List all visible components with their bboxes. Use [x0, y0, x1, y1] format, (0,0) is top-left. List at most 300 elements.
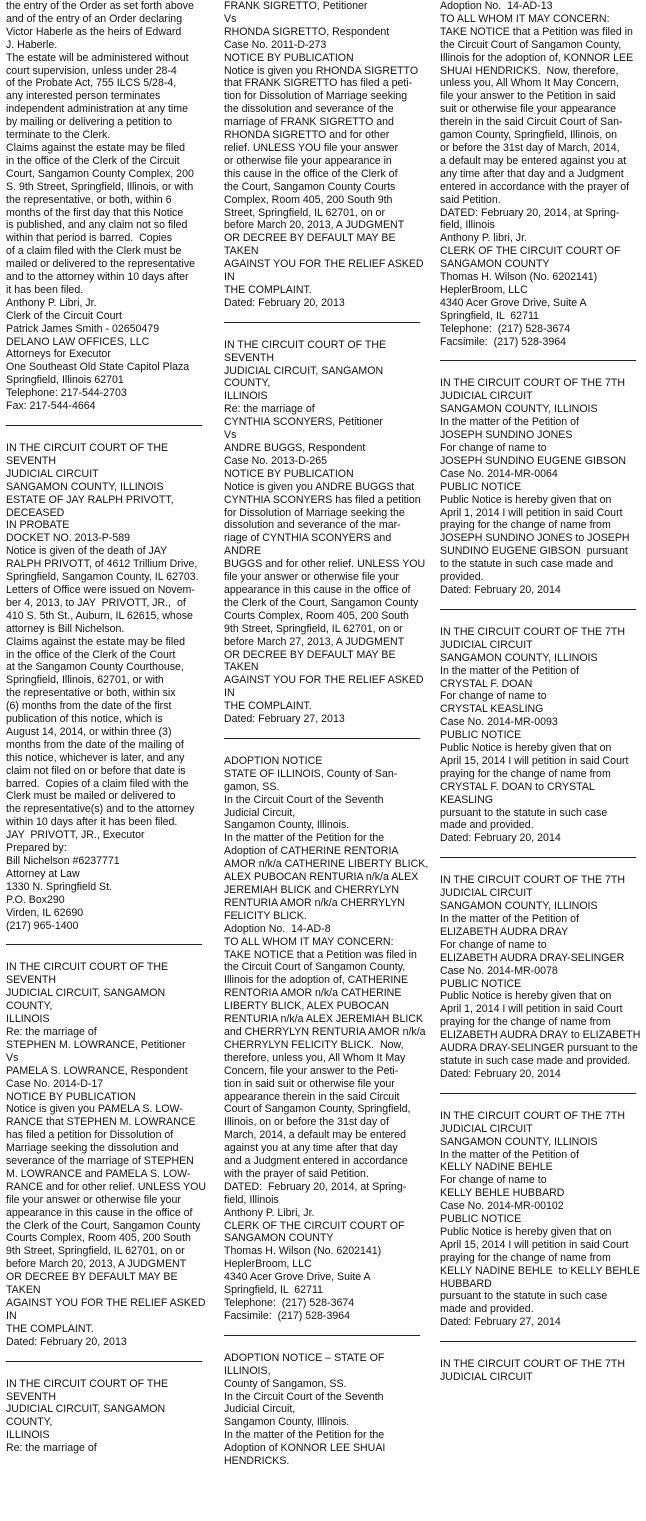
- notice-line: Complex, Room 405, 200 South 9th: [224, 193, 393, 206]
- notice-line: within that period is barred. Copies: [6, 232, 173, 245]
- notice-line: gamon County, Springfield, Illinois, on: [440, 129, 618, 142]
- notice-line: THE COMPLAINT.: [6, 1322, 94, 1335]
- notice-line: THE COMPLAINT.: [224, 700, 312, 713]
- notice-line: For change of name to: [440, 938, 547, 951]
- notice-line: IN THE CIRCUIT COURT OF THE 7TH: [440, 874, 626, 887]
- notice-line: Notice is given of the death of JAY: [6, 545, 168, 558]
- notice-line: RALPH PRIVOTT, of 4612 Trillium Drive,: [6, 558, 198, 571]
- notice-line: Judicial Circuit,: [224, 1403, 296, 1416]
- notice-line: IN THE CIRCUIT COURT OF THE SEVENTH: [6, 961, 172, 987]
- notice-line: Patrick James Smith - 02650479: [6, 322, 160, 335]
- notice-line: said Petition.: [440, 193, 501, 206]
- notice-line: PUBLIC NOTICE: [440, 1213, 522, 1226]
- notice-line: OR DECREE BY DEFAULT MAY BE TAKEN: [6, 1271, 181, 1297]
- notice-line: dissolution and severance of the mar-: [224, 519, 401, 532]
- notice-line: DATED: February 20, 2014, at Spring-: [440, 206, 620, 219]
- notice-line: suit or otherwise file your appearance: [440, 103, 617, 116]
- notice-line: RHONDA SIGRETTO, Respondent: [224, 25, 390, 38]
- notice-line: IN THE CIRCUIT COURT OF THE 7TH: [440, 625, 626, 638]
- notice-line: file your answer to the Petition in said: [440, 90, 616, 103]
- notice-line: unless you, All Whom It May Concern,: [440, 77, 619, 90]
- notice-line: DATED: February 20, 2014, at Spring-: [224, 1180, 407, 1193]
- notice-line: P.O. Box290: [6, 893, 65, 906]
- notice-line: April 1, 2014 I will petition in said Court: [440, 506, 623, 519]
- notice-line: For change of name to: [440, 442, 547, 454]
- notice-line: Case No. 2014-MR-0093: [440, 716, 558, 729]
- notice-line: Street, Springfield, IL 62701, on or: [224, 206, 385, 219]
- notice-line: is published, and any claim not so filed: [6, 219, 188, 232]
- notice-line: before March 20, 2013, A JUDGMENT: [224, 219, 405, 232]
- notice-line: Public Notice is hereby given that on: [440, 1225, 612, 1238]
- notice-line: this notice, whichever is later, and any: [6, 751, 185, 764]
- notice-line: made and provided.: [440, 819, 534, 832]
- notice-line: KELLY BEHLE HUBBARD: [440, 1187, 565, 1200]
- notice-line: In the Circuit Court of the Seventh: [224, 793, 384, 806]
- notice-line: ELIZABETH AUDRA DRAY: [440, 925, 569, 938]
- notice-line: (6) months from the date of the first: [6, 700, 172, 713]
- notice-line: KELLY NADINE BEHLE to KELLY BEHLE: [440, 1264, 641, 1277]
- notice-line: therefore, unless you, All Whom It May: [224, 1051, 406, 1064]
- notice-line: against you at any time after that day: [224, 1142, 398, 1155]
- notice-line: any time after that day and a Judgment: [440, 167, 624, 180]
- notice-line: JAY PRIVOTT, JR., Executor: [6, 829, 145, 842]
- notice-line: Case No. 2014-D-17: [6, 1077, 104, 1090]
- notice-line: ILLINOIS: [6, 1429, 50, 1442]
- notice-line: appearance in this cause in the office of: [6, 1206, 193, 1219]
- notice-line: In the matter of the Petition of: [440, 416, 579, 429]
- notice-line: tion in said suit or otherwise file your: [224, 1077, 395, 1090]
- notice-line: JOSEPH SUNDINO JONES to JOSEPH: [440, 532, 630, 545]
- notice-line: In the matter of the Petition of: [440, 1148, 579, 1161]
- notice-line: DOCKET NO. 2013-P-589: [6, 532, 131, 545]
- notice-line: Adoption of KONNOR LEE SHUAI: [224, 1442, 386, 1455]
- notice-line: Dated: February 27, 2014: [440, 1316, 561, 1329]
- notice-line: For change of name to: [440, 690, 547, 703]
- notice-line: 4340 Acer Grove Drive, Suite A: [224, 1271, 371, 1284]
- notice-line: One Southeast Old State Capitol Plaza: [6, 361, 190, 374]
- notice-line: TO ALL WHOM IT MAY CONCERN:: [440, 12, 610, 25]
- notice-line: IN THE CIRCUIT COURT OF THE SEVENTH: [6, 1377, 172, 1403]
- notice-line: AGAINST YOU FOR THE RELIEF ASKED IN: [224, 674, 427, 700]
- notice-line: Dated: February 27, 2013: [224, 713, 345, 726]
- notice-line: ber 4, 2013, to JAY PRIVOTT, JR., of: [6, 596, 186, 609]
- notice-divider: [224, 738, 420, 739]
- notice-line: the Circuit Court of Sangamon County,: [224, 961, 406, 974]
- notice-line: it has been filed.: [6, 283, 84, 296]
- notice-line: praying for the change of name from: [440, 767, 611, 780]
- notice-line: praying for the change of name from: [440, 519, 611, 532]
- notice-line: Anthony P. libri, Jr.: [440, 232, 527, 245]
- notice-line: IN THE CIRCUIT COURT OF THE 7TH: [440, 1358, 626, 1371]
- notice-line: HeplerBroom, LLC: [440, 283, 528, 296]
- notice-line: attorney is Bill Nichelson.: [6, 622, 125, 635]
- notice-line: relief. UNLESS YOU file your answer: [224, 141, 399, 154]
- notice-line: ILLINOIS: [6, 1013, 50, 1026]
- column-3: [430, 0, 646, 1521]
- notice-line: TAKE NOTICE that a Petition was filed in: [224, 948, 417, 961]
- notice-divider: [440, 1341, 636, 1342]
- notice-line: DECEASED: [6, 506, 65, 519]
- notice-line: S. 9th Street, Springfield, Illinois, or with: [6, 180, 194, 193]
- notice-line: BUGGS and for other relief. UNLESS YOU: [224, 558, 426, 571]
- legal-notice: [224, 1352, 430, 1468]
- notice-line: ADOPTION NOTICE – STATE OF ILLINOIS,: [224, 1351, 388, 1377]
- legal-notice: [440, 1110, 646, 1329]
- notice-line: provided.: [440, 571, 484, 584]
- notice-line: JUDICIAL CIRCUIT: [440, 887, 533, 900]
- notice-line: Public Notice is hereby given that on: [440, 742, 612, 755]
- notice-line: JUDICIAL CIRCUIT: [6, 467, 99, 480]
- notice-line: ELIZABETH AUDRA DRAY to ELIZABETH: [440, 1029, 641, 1042]
- notice-line: Dated: February 20, 2013: [224, 296, 345, 309]
- notice-line: or before the 31st day of March, 2014,: [440, 141, 620, 154]
- notice-line: the Circuit Court of Sangamon County,: [440, 38, 622, 51]
- notice-line: JOSEPH SUNDINO EUGENE GIBSON: [440, 454, 627, 467]
- notice-line: Re: the marriage of: [224, 403, 315, 416]
- notice-line: Adoption of CATHERINE RENTORIA: [224, 845, 399, 858]
- notice-line: Case No. 2014-MR-00102: [440, 1200, 564, 1213]
- notice-line: a default may be entered against you at: [440, 154, 627, 167]
- notice-line: of the Probate Act, 755 ILCS 5/28-4,: [6, 77, 177, 90]
- notice-line: ELIZABETH AUDRA DRAY-SELINGER: [440, 951, 625, 964]
- notice-line: Illinois for the adoption of, CATHERINE: [224, 974, 409, 987]
- notice-line: Telephone: (217) 528-3674: [224, 1297, 355, 1309]
- notice-line: Dated: February 20, 2013: [6, 1335, 127, 1348]
- legal-notice: [440, 626, 646, 845]
- notice-line: SANGAMON COUNTY, ILLINOIS: [440, 651, 598, 664]
- notice-line: STEPHEN M. LOWRANCE, Petitioner: [6, 1038, 186, 1051]
- notice-line: claim not filed on or before that date is: [6, 764, 186, 777]
- legal-notice: [440, 1358, 646, 1384]
- notice-line: Re: the marriage of: [6, 1025, 97, 1038]
- notice-line: April 15, 2014 I will petition in said Court: [440, 754, 629, 767]
- notice-line: TAKE NOTICE that a Petition was filed in: [440, 25, 633, 38]
- notice-line: Adoption No. 14-AD-8: [224, 922, 331, 935]
- notice-line: terminate to the Clerk.: [6, 129, 111, 142]
- notice-line: the representative, or both, within 6: [6, 193, 172, 206]
- notice-line: (217) 965-1400: [6, 919, 79, 932]
- notice-line: to the statute in such case made and: [440, 558, 614, 571]
- notice-line: Thomas H. Wilson (No. 6202141): [440, 271, 598, 284]
- notice-line: independent administration at any time: [6, 103, 188, 116]
- notice-line: NOTICE BY PUBLICATION: [6, 1090, 136, 1103]
- notice-line: SHUAI HENDRICKS. Now, therefore,: [440, 64, 619, 77]
- notice-line: SANGAMON COUNTY, ILLINOIS: [440, 403, 598, 416]
- notice-line: RENTORIA AMOR n/k/a CATHERINE: [224, 987, 402, 1000]
- notice-line: within 10 days after it has been filed.: [6, 816, 178, 829]
- notice-line: JUDICIAL CIRCUIT, SANGAMON COUNTY,: [6, 1403, 169, 1429]
- notice-line: AGAINST YOU FOR THE RELIEF ASKED IN: [6, 1297, 209, 1322]
- notice-line: OR DECREE BY DEFAULT MAY BE TAKEN: [224, 648, 399, 674]
- notice-line: Vs: [6, 1051, 19, 1064]
- notice-line: Sangamon County, Illinois.: [224, 1416, 350, 1429]
- notice-line: JUDICIAL CIRCUIT: [440, 638, 533, 651]
- notice-line: Case No. 2013-D-265: [224, 454, 328, 467]
- notice-line: Illinois for the adoption of, KONNOR LEE: [440, 51, 634, 64]
- notice-line: Anthony P. Libri, Jr.: [6, 296, 97, 309]
- notice-line: with the prayer of said Petition.: [224, 1167, 369, 1180]
- notice-line: ESTATE OF JAY RALPH PRIVOTT,: [6, 493, 174, 506]
- notice-line: 9th Street, Springfield, IL 62701, on or: [224, 622, 403, 635]
- notice-line: Springfield, Illinois 62701: [6, 374, 124, 387]
- notice-line: gamon, SS.: [224, 780, 280, 793]
- notice-line: LIBERTY BLICK, ALEX PUBOCAN: [224, 1000, 390, 1013]
- notice-line: by mailing or delivering a petition to: [6, 116, 173, 129]
- notice-line: or otherwise file your appearance in: [224, 154, 392, 167]
- notice-line: Prepared by:: [6, 842, 67, 855]
- notice-line: In the matter of the Petition of: [440, 664, 579, 677]
- notice-divider: [6, 1361, 202, 1362]
- notice-line: Fax: 217-544-4664: [6, 400, 96, 413]
- notice-line: entered in accordance with the prayer of: [440, 180, 630, 193]
- notice-line: SANGAMON COUNTY: [224, 1232, 334, 1245]
- notice-line: JUDICIAL CIRCUIT: [440, 390, 533, 403]
- notice-line: in the office of the Clerk of the Court: [6, 648, 176, 661]
- notice-line: CYNTHIA SCONYERS, Petitioner: [224, 416, 383, 429]
- notice-line: of a claim filed with the Clerk must be: [6, 245, 182, 258]
- notice-line: Virden, IL 62690: [6, 906, 84, 919]
- notice-line: marriage of FRANK SIGRETTO and: [224, 116, 394, 129]
- notice-line: Judicial Circuit,: [224, 806, 296, 819]
- notice-line: the representative or both, within six: [6, 687, 176, 700]
- notice-line: ALEX PUBOCAN RENTURIA n/k/a ALEX: [224, 871, 419, 884]
- legal-notice: [224, 0, 430, 310]
- notice-divider: [224, 322, 420, 323]
- notice-line: JUDICIAL CIRCUIT, SANGAMON COUNTY,: [6, 987, 169, 1013]
- notice-line: Attorneys for Executor: [6, 348, 111, 361]
- notice-line: AGAINST YOU FOR THE RELIEF ASKED IN: [224, 258, 427, 284]
- notice-line: Notice is given you RHONDA SIGRETTO: [224, 64, 419, 77]
- notice-line: Notice is given you ANDRE BUGGS that: [224, 480, 415, 493]
- notice-line: Anthony P. Libri, Jr.: [224, 1206, 315, 1219]
- notice-line: the Court, Sangamon County Courts: [224, 180, 396, 193]
- notice-line: praying for the change of name from: [440, 1016, 611, 1029]
- notice-line: Springfield, IL 62711: [440, 309, 539, 322]
- notice-line: months of the first day that this Notice: [6, 206, 184, 219]
- notice-divider: [440, 360, 636, 361]
- notice-line: Public Notice is hereby given that on: [440, 493, 612, 506]
- notice-line: at the Sangamon County Courthouse,: [6, 661, 184, 674]
- notice-line: in the office of the Clerk of the Circuit: [6, 154, 180, 167]
- notice-line: JEREMIAH BLICK and CHERRYLYN: [224, 884, 400, 896]
- notice-line: made and provided.: [440, 1303, 534, 1316]
- notice-line: JUDICIAL CIRCUIT: [440, 1371, 533, 1384]
- notice-divider: [6, 425, 202, 426]
- notice-line: SANGAMON COUNTY: [440, 258, 550, 271]
- notice-line: SANGAMON COUNTY, ILLINOIS: [440, 900, 598, 913]
- notice-line: Victor Haberle as the heirs of Edward: [6, 25, 182, 38]
- notice-line: Springfield, Illinois, 62701, or with: [6, 674, 164, 687]
- notice-line: Re: the marriage of: [6, 1442, 97, 1455]
- notice-line: Clerk of the Circuit Court: [6, 309, 122, 322]
- notice-line: Concern, file your answer to the Peti-: [224, 1064, 399, 1077]
- notice-line: SANGAMON COUNTY, ILLINOIS: [440, 1135, 598, 1148]
- notice-line: riage of CYNTHIA SCONYERS and ANDRE: [224, 532, 394, 558]
- notice-line: Telephone: 217-544-2703: [6, 387, 127, 400]
- notice-line: Bill Nichelson #6237771: [6, 855, 120, 867]
- legal-notice: [440, 874, 646, 1081]
- notice-line: Marriage seeking the dissolution and: [6, 1142, 179, 1155]
- notice-line: Dated: February 20, 2014: [440, 832, 561, 845]
- legal-notice: [6, 442, 214, 932]
- notice-line: the Clerk of the Court, Sangamon County: [224, 596, 419, 609]
- notice-line: Courts Complex, Room 405, 200 South: [6, 1232, 191, 1245]
- notice-line: field, Illinois: [224, 1193, 279, 1206]
- notice-line: Courts Complex, Room 405, 200 South: [224, 609, 409, 622]
- notice-line: CLERK OF THE CIRCUIT COURT OF: [440, 245, 621, 258]
- notice-line: IN THE CIRCUIT COURT OF THE 7TH: [440, 1109, 626, 1122]
- notice-line: IN THE CIRCUIT COURT OF THE SEVENTH: [6, 442, 172, 467]
- notice-line: the Clerk of the Court, Sangamon County: [6, 1219, 201, 1232]
- notice-line: STATE OF ILLINOIS, County of San-: [224, 767, 398, 780]
- notice-line: severance of the marriage of STEPHEN: [6, 1155, 194, 1168]
- notice-line: HUBBARD: [440, 1277, 492, 1290]
- notice-line: Case No. 2014-MR-0064: [440, 467, 558, 480]
- notice-line: TO ALL WHOM IT MAY CONCERN:: [224, 935, 394, 948]
- notice-line: ANDRE BUGGS, Respondent: [224, 442, 366, 454]
- column-1: [0, 0, 214, 1521]
- notice-line: CRYSTAL F. DOAN to CRYSTAL KEASLING: [440, 780, 598, 806]
- notice-line: ILLINOIS: [224, 390, 268, 403]
- notice-line: 9th Street, Springfield, IL 62701, on or: [6, 1245, 185, 1258]
- notice-line: AMOR n/k/a CATHERINE LIBERTY BLICK,: [224, 858, 429, 871]
- notice-line: Claims against the estate may be filed: [6, 141, 186, 154]
- notice-line: Clerk must be mailed or delivered to: [6, 790, 176, 803]
- notice-divider: [6, 944, 202, 945]
- notice-line: 410 S. 5th St., Auburn, IL 62615, whose: [6, 609, 193, 622]
- notice-line: NOTICE BY PUBLICATION: [224, 467, 354, 480]
- notice-line: Springfield, Sangamon County, IL 62703.: [6, 571, 199, 584]
- notice-line: RANCE that STEPHEN M. LOWRANCE: [6, 1116, 196, 1129]
- notice-line: statute in such case made and provided.: [440, 1054, 631, 1067]
- notice-line: the dissolution and severance of the: [224, 103, 394, 116]
- notice-line: Vs: [224, 429, 237, 442]
- notice-line: HeplerBroom, LLC: [224, 1258, 312, 1271]
- notice-line: SUNDINO EUGENE GIBSON pursuant: [440, 545, 628, 558]
- notice-line: OR DECREE BY DEFAULT MAY BE TAKEN: [224, 232, 399, 258]
- column-2: [214, 0, 430, 1521]
- notice-line: has filed a petition for Dissolution of: [6, 1129, 174, 1142]
- notice-line: CHERRYLYN FELICITY BLICK. Now,: [224, 1038, 404, 1051]
- notice-line: Facsimile: (217) 528-3964: [440, 335, 567, 348]
- notice-line: CLERK OF THE CIRCUIT COURT OF: [224, 1219, 405, 1232]
- notice-line: Dated: February 20, 2014: [440, 1067, 561, 1080]
- notice-line: DELANO LAW OFFICES, LLC: [6, 335, 150, 348]
- notice-line: the entry of the Order as set forth above: [6, 0, 194, 12]
- notice-line: Adoption No. 14-AD-13: [440, 0, 553, 12]
- notice-line: M. LOWRANCE and PAMELA S. LOW-: [6, 1167, 191, 1180]
- notice-line: praying for the change of name from: [440, 1251, 611, 1264]
- notice-line: RENTURIA n/k/a ALEX JEREMIAH BLICK: [224, 1013, 423, 1026]
- notice-line: PUBLIC NOTICE: [440, 977, 522, 990]
- notice-line: and a Judgment entered in accordance: [224, 1155, 408, 1168]
- notice-line: IN THE CIRCUIT COURT OF THE SEVENTH: [224, 338, 390, 364]
- notice-line: the representative(s) and to the attorney: [6, 803, 195, 816]
- notice-line: IN THE CIRCUIT COURT OF THE 7TH: [440, 377, 626, 390]
- notice-line: JOSEPH SUNDINO JONES: [440, 429, 573, 442]
- notice-line: County of Sangamon, SS.: [224, 1377, 347, 1390]
- notice-line: for Dissolution of Marriage seeking the: [224, 506, 405, 519]
- notice-line: NOTICE BY PUBLICATION: [224, 51, 354, 64]
- notice-line: any interested person terminates: [6, 90, 161, 103]
- notice-line: pursuant to the statute in such case: [440, 806, 608, 819]
- notice-line: and to the attorney within 10 days after: [6, 271, 189, 284]
- notice-line: Court, Sangamon County Complex, 200: [6, 167, 194, 180]
- notice-line: RENTURIA AMOR n/k/a CHERRYLYN: [224, 896, 405, 909]
- notice-line: barred. Copies of a claim filed with the: [6, 777, 189, 790]
- notice-line: Sangamon County, Illinois.: [224, 819, 350, 832]
- notice-line: Case No. 2011-D-273: [224, 38, 327, 51]
- notice-line: and CHERRYLYN RENTURIA AMOR n/k/a: [224, 1025, 426, 1038]
- notice-line: Springfield, IL 62711: [224, 1284, 323, 1297]
- notice-line: In the matter of the Petition of: [440, 913, 579, 925]
- notice-line: Letters of Office were issued on Novem-: [6, 583, 195, 596]
- notice-line: ADOPTION NOTICE: [224, 754, 323, 767]
- notice-line: Vs: [224, 12, 237, 25]
- notice-line: file your answer or otherwise file your: [224, 571, 399, 584]
- notice-line: FRANK SIGRETTO, Petitioner: [224, 0, 368, 12]
- notice-line: KELLY NADINE BEHLE: [440, 1161, 553, 1174]
- notice-line: April 15, 2014 I will petition in said Court: [440, 1238, 629, 1251]
- notice-line: mailed or delivered to the representative: [6, 258, 196, 271]
- notice-line: IN PROBATE: [6, 519, 70, 532]
- notice-line: Case No. 2014-MR-0078: [440, 964, 558, 977]
- notice-line: Public Notice is hereby given that on: [440, 990, 612, 1003]
- notice-line: and of the entry of an Order declaring: [6, 12, 183, 25]
- notice-line: before March 20, 2013, A JUDGMENT: [6, 1258, 187, 1271]
- notice-line: pursuant to the statute in such case: [440, 1290, 608, 1303]
- notice-line: FELICITY BLICK.: [224, 909, 307, 922]
- notice-line: Notice is given you PAMELA S. LOW-: [6, 1103, 183, 1116]
- notice-line: J. Haberle.: [6, 38, 58, 51]
- notice-line: Dated: February 20, 2014: [440, 583, 561, 596]
- notice-line: PAMELA S. LOWRANCE, Respondent: [6, 1064, 188, 1077]
- notice-line: Facsimile: (217) 528-3964: [224, 1309, 351, 1322]
- notice-line: Attorney at Law: [6, 867, 80, 880]
- notice-line: In the matter of the Petition for the: [224, 832, 385, 845]
- notice-line: Illinois, on or before the 31st day of: [224, 1116, 389, 1129]
- notice-line: The estate will be administered without: [6, 51, 189, 64]
- notice-line: appearance in this cause in the office of: [224, 583, 411, 596]
- notice-divider: [440, 609, 636, 610]
- notice-line: HENDRICKS.: [224, 1455, 290, 1468]
- notice-line: August 14, 2014, or within three (3): [6, 725, 172, 738]
- notice-line: JUDICIAL CIRCUIT: [440, 1122, 533, 1135]
- notice-line: appearance therein in the said Circuit: [224, 1090, 400, 1103]
- notice-line: RANCE and for other relief. UNLESS YOU: [6, 1180, 206, 1193]
- legal-notice: [440, 0, 646, 348]
- notice-line: JUDICIAL CIRCUIT, SANGAMON COUNTY,: [224, 364, 387, 390]
- notice-line: 4340 Acer Grove Drive, Suite A: [440, 296, 587, 309]
- legal-notice: [6, 0, 214, 413]
- notice-line: Thomas H. Wilson (No. 6202141): [224, 1245, 382, 1258]
- notice-line: that FRANK SIGRETTO has filed a peti-: [224, 77, 413, 90]
- notice-line: RHONDA SIGRETTO and for other: [224, 129, 390, 142]
- notice-line: Telephone: (217) 528-3674: [440, 322, 571, 335]
- notice-divider: [440, 1093, 636, 1094]
- notice-divider: [224, 1335, 420, 1336]
- notice-line: PUBLIC NOTICE: [440, 480, 522, 493]
- notice-line: this cause in the office of the Clerk of: [224, 167, 398, 180]
- notice-line: court supervision, unless under 28-4: [6, 64, 177, 77]
- legal-notice: [440, 377, 646, 596]
- notice-line: publication of this notice, which is: [6, 713, 163, 726]
- legal-notice: [224, 755, 430, 1323]
- notice-line: months from the date of the mailing of: [6, 738, 184, 751]
- notice-divider: [440, 857, 636, 858]
- notice-line: For change of name to: [440, 1174, 547, 1187]
- notice-line: March, 2014, a default may be entered: [224, 1129, 406, 1142]
